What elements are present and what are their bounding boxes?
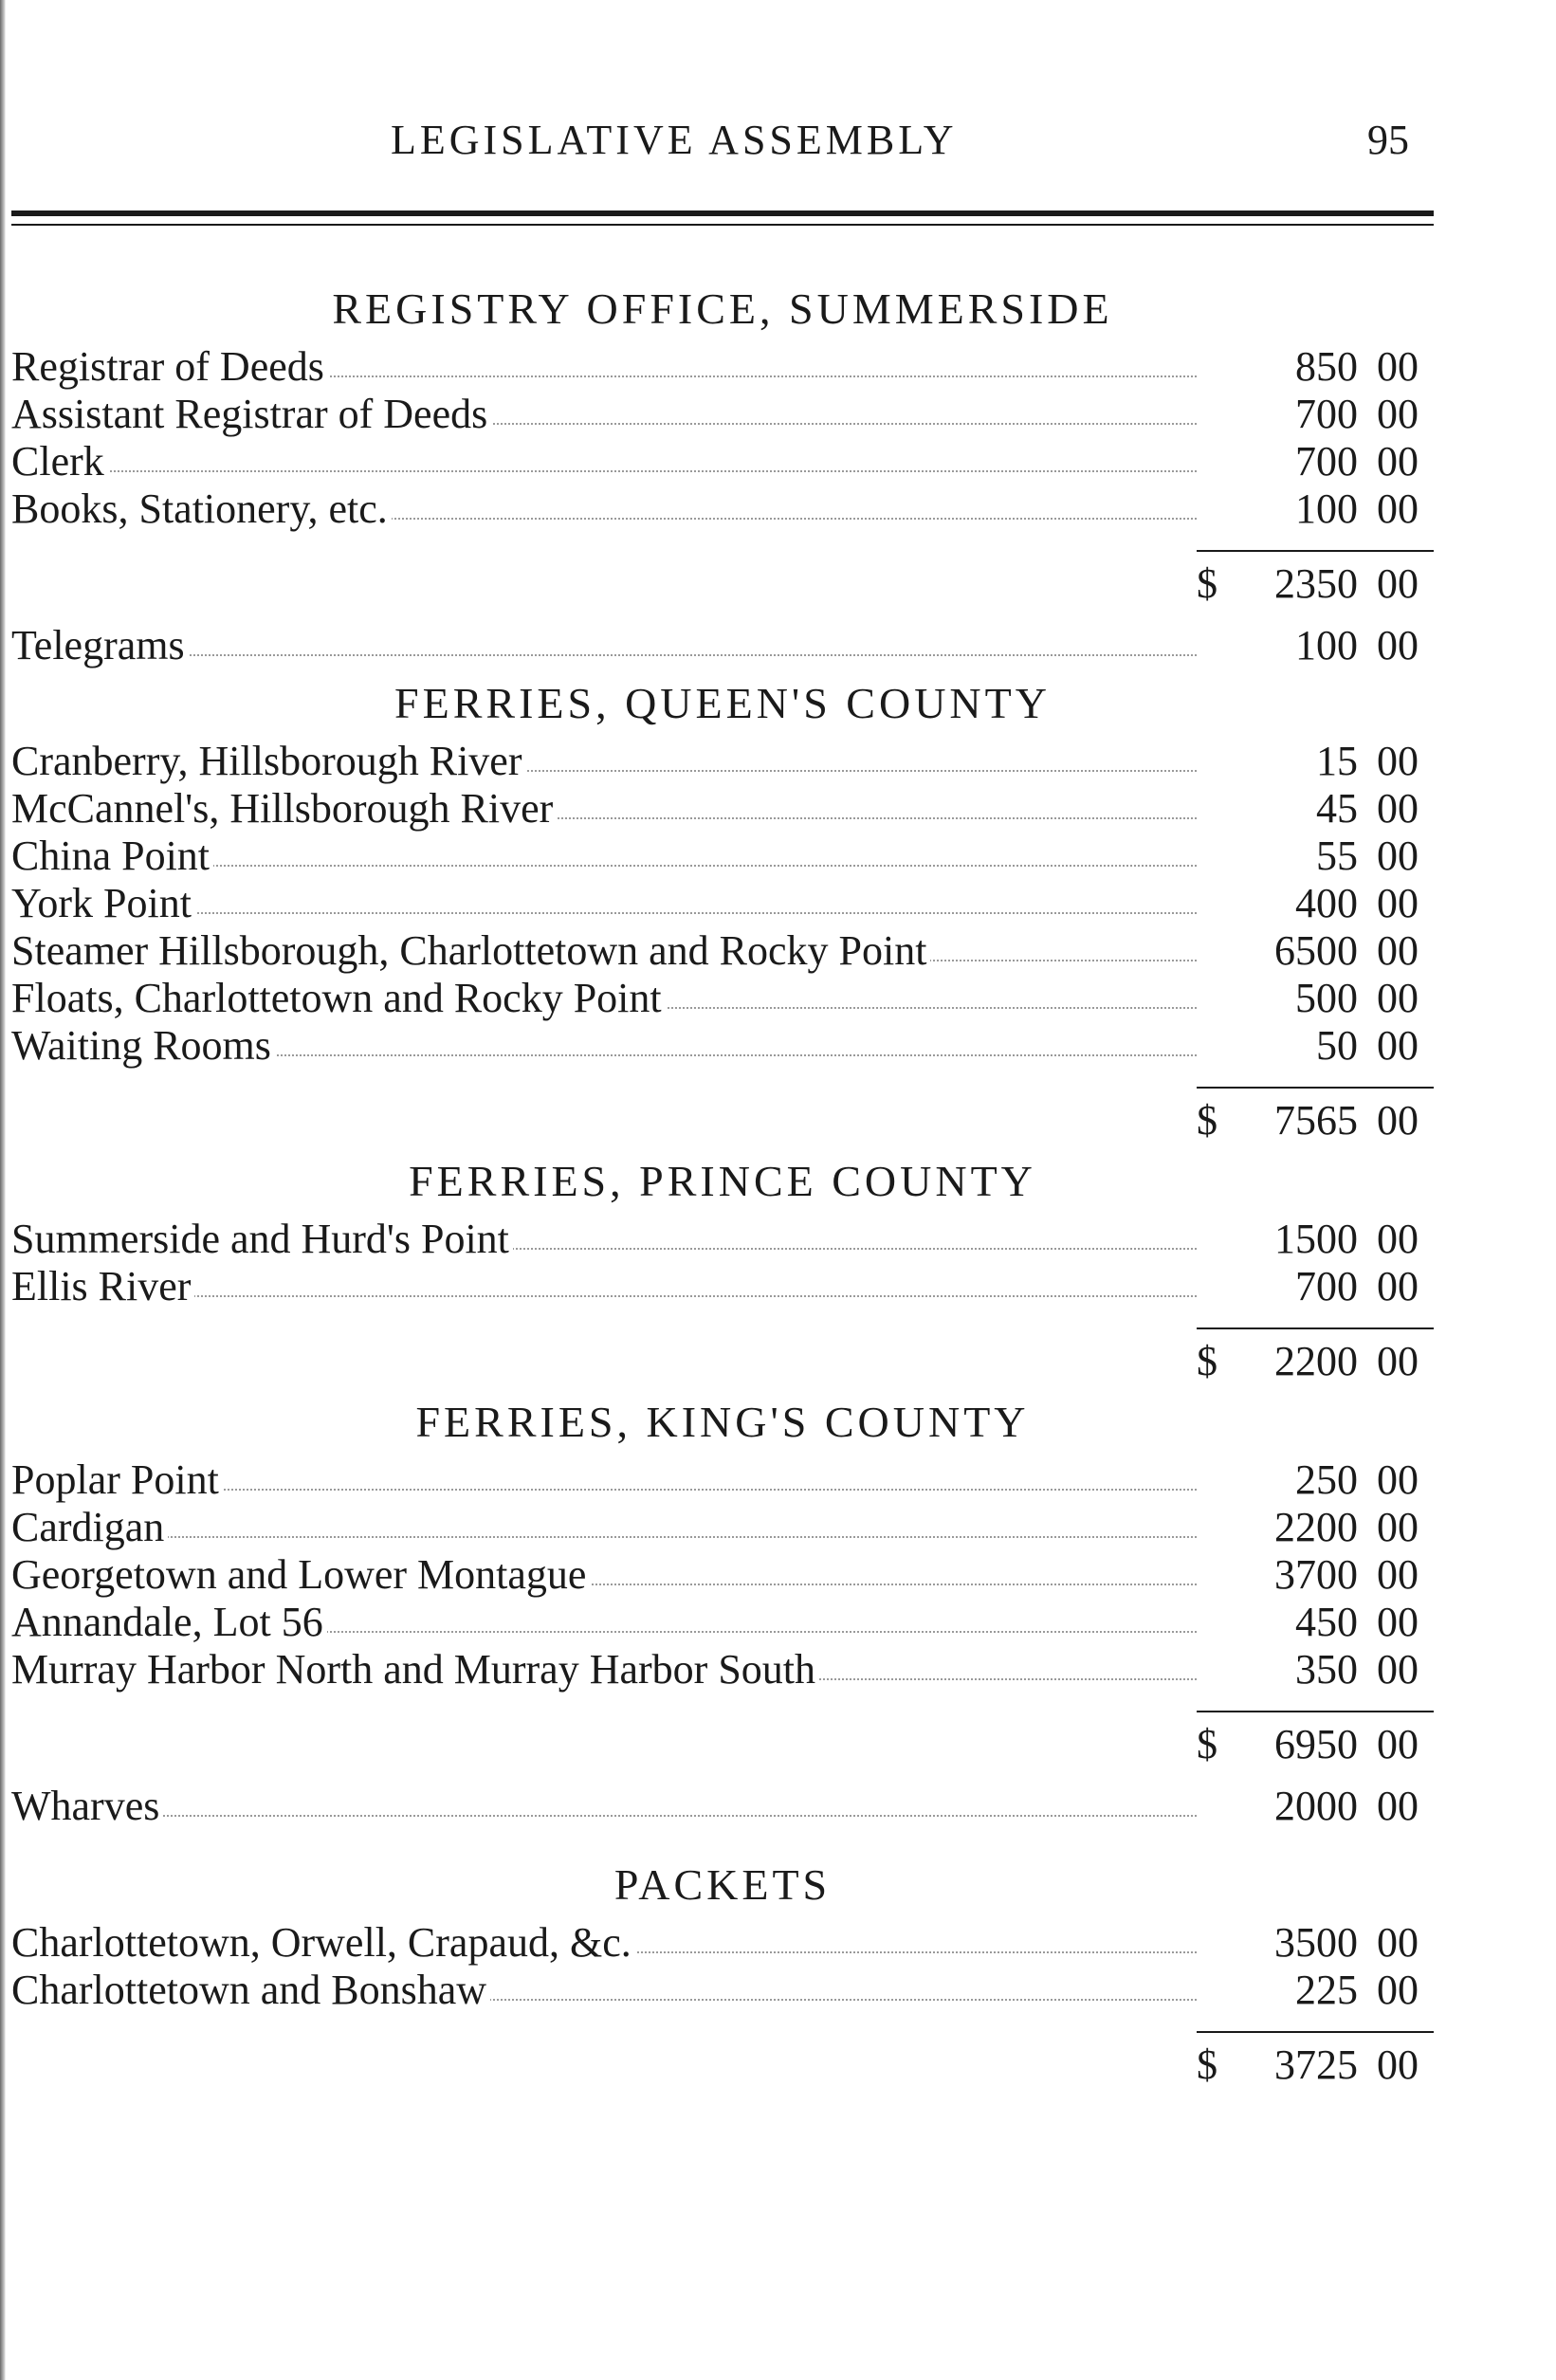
section-heading-packets: PACKETS [613, 1860, 832, 1909]
line-item-amount: 50 [1316, 1022, 1358, 1069]
subtotal-cents: 00 [1377, 1097, 1419, 1144]
currency-symbol: $ [1197, 1721, 1217, 1767]
line-item-label: Wharves [11, 1783, 163, 1830]
running-head [11, 116, 1434, 173]
section-registry [11, 343, 1434, 611]
line-item-amount: 400 [1295, 880, 1358, 926]
subtotal-rule-line [1197, 1327, 1434, 1329]
line-item [11, 833, 1434, 880]
subtotal-cents: 00 [1377, 1338, 1419, 1384]
line-item-amount: 350 [1295, 1646, 1358, 1693]
line-item-amount: 45 [1316, 785, 1358, 832]
subtotal-rule [11, 2014, 1434, 2039]
section-heading-ferries-kings: FERRIES, KING'S COUNTY [415, 1398, 1030, 1446]
line-item-label: Cardigan [11, 1504, 168, 1551]
line-item-amount: 3500 [1274, 1919, 1358, 1966]
line-item-label: Charlottetown and Bonshaw [11, 1967, 490, 2014]
line-item-label: Clerk [11, 438, 108, 485]
line-item-cents: 00 [1377, 622, 1419, 668]
running-title: LEGISLATIVE ASSEMBLY [391, 117, 958, 163]
line-item [11, 1022, 1434, 1070]
dot-leader [11, 470, 1197, 472]
line-item-amount: 450 [1295, 1599, 1358, 1645]
subtotal-rule-line [1197, 1087, 1434, 1089]
subtotal-rule [11, 1693, 1434, 1718]
subtotal-rule [11, 1070, 1434, 1094]
line-item [11, 927, 1434, 975]
line-item-cents: 00 [1377, 1022, 1419, 1069]
line-item-amount: 15 [1316, 738, 1358, 784]
line-item-amount: 850 [1295, 343, 1358, 390]
line-item-label: Annandale, Lot 56 [11, 1599, 327, 1646]
line-item-label: Telegrams [11, 622, 189, 669]
line-item-amount: 700 [1295, 391, 1358, 437]
subtotal-rule [11, 1310, 1434, 1335]
line-item [11, 391, 1434, 438]
line-item-amount: 250 [1295, 1456, 1358, 1503]
line-item-cents: 00 [1377, 1504, 1419, 1550]
line-item-label: Registrar of Deeds [11, 343, 328, 391]
line-item [11, 1551, 1434, 1599]
section-ferries-queens [11, 738, 1434, 1147]
line-item-cents: 00 [1377, 1919, 1419, 1966]
section-ferries-prince [11, 1216, 1434, 1388]
dot-leader [11, 1815, 1197, 1817]
line-item [11, 485, 1434, 533]
line-item [11, 1263, 1434, 1310]
line-item-amount: 500 [1295, 975, 1358, 1021]
line-item-cents: 00 [1377, 391, 1419, 437]
line-item-label: Assistant Registrar of Deeds [11, 391, 491, 438]
currency-symbol: $ [1197, 560, 1217, 607]
subtotal-row [11, 1335, 1434, 1388]
line-item [11, 975, 1434, 1022]
line-item-amount: 55 [1316, 833, 1358, 879]
subtotal-cents: 00 [1377, 560, 1419, 607]
line-item-amount: 6500 [1274, 927, 1358, 974]
page-number: 95 [1367, 117, 1409, 163]
line-item-amount: 2000 [1274, 1783, 1358, 1829]
line-item-amount: 225 [1295, 1967, 1358, 2013]
line-item-cents: 00 [1377, 343, 1419, 390]
section-heading-ferries-prince: FERRIES, PRINCE COUNTY [409, 1157, 1036, 1205]
line-item-label: Georgetown and Lower Montague [11, 1551, 590, 1599]
line-item-label: Poplar Point [11, 1456, 223, 1504]
line-item-cents: 00 [1377, 785, 1419, 832]
subtotal-row [11, 1094, 1434, 1147]
line-item-amount: 700 [1295, 1263, 1358, 1309]
line-item-cents: 00 [1377, 485, 1419, 532]
line-item-cents: 00 [1377, 738, 1419, 784]
line-item-label: Summerside and Hurd's Point [11, 1216, 513, 1263]
header-rule-thick [11, 211, 1434, 216]
line-item-cents: 00 [1377, 880, 1419, 926]
line-item-label: China Point [11, 833, 213, 880]
line-item-label: Books, Stationery, etc. [11, 485, 392, 533]
currency-symbol: $ [1197, 1338, 1217, 1384]
line-item-cents: 00 [1377, 1551, 1419, 1598]
section-packets [11, 1919, 1434, 2092]
line-item [11, 1646, 1434, 1693]
line-item-amount: 1500 [1274, 1216, 1358, 1262]
subtotal-rule-line [1197, 2031, 1434, 2033]
line-item-label: York Point [11, 880, 195, 927]
subtotal-row [11, 558, 1434, 611]
line-item [11, 1919, 1434, 1967]
line-item-cents: 00 [1377, 1456, 1419, 1503]
page-binding-edge [0, 0, 6, 2380]
currency-symbol: $ [1197, 1097, 1217, 1144]
line-item-amount: 700 [1295, 438, 1358, 485]
section-ferries-kings [11, 1456, 1434, 1771]
line-item-label: Ellis River [11, 1263, 194, 1310]
line-item-cents: 00 [1377, 833, 1419, 879]
subtotal-amount: 7565 [1274, 1097, 1358, 1144]
line-item-cents: 00 [1377, 927, 1419, 974]
subtotal-cents: 00 [1377, 1721, 1419, 1767]
line-item [11, 880, 1434, 927]
section-heading-ferries-queens: FERRIES, QUEEN'S COUNTY [394, 679, 1051, 727]
line-item-cents: 00 [1377, 1216, 1419, 1262]
line-item-amount: 100 [1295, 622, 1358, 668]
line-item-label: Steamer Hillsborough, Charlottetown and Rocky Point [11, 927, 930, 975]
subtotal-amount: 3725 [1274, 2041, 1358, 2088]
subtotal-rule [11, 533, 1434, 558]
line-item-label: Murray Harbor North and Murray Harbor South [11, 1646, 819, 1693]
dot-leader [11, 1536, 1197, 1538]
currency-symbol: $ [1197, 2041, 1217, 2088]
line-item-cents: 00 [1377, 975, 1419, 1021]
line-item-amount: 3700 [1274, 1551, 1358, 1598]
subtotal-amount: 2350 [1274, 560, 1358, 607]
line-item-label: Charlottetown, Orwell, Crapaud, &c. [11, 1919, 635, 1967]
subtotal-amount: 2200 [1274, 1338, 1358, 1384]
line-item [11, 1456, 1434, 1504]
line-item-cents: 00 [1377, 1967, 1419, 2013]
line-item [11, 1504, 1434, 1551]
line-item-cents: 00 [1377, 438, 1419, 485]
subtotal-rule-line [1197, 1711, 1434, 1712]
subtotal-cents: 00 [1377, 2041, 1419, 2088]
line-item [11, 785, 1434, 833]
subtotal-amount: 6950 [1274, 1721, 1358, 1767]
line-item-telegrams [11, 622, 1434, 669]
dot-leader [11, 654, 1197, 656]
line-item-amount: 2200 [1274, 1504, 1358, 1550]
section-heading-registry: REGISTRY OFFICE, SUMMERSIDE [332, 284, 1113, 333]
line-item-wharves [11, 1783, 1434, 1830]
line-item [11, 1216, 1434, 1263]
line-item-label: Cranberry, Hillsborough River [11, 738, 525, 785]
line-item-label: Waiting Rooms [11, 1022, 275, 1070]
line-item [11, 1967, 1434, 2014]
header-rule-thin [11, 224, 1434, 226]
document-page [11, 0, 1434, 2380]
appropriations-content [11, 275, 1434, 2092]
line-item-cents: 00 [1377, 1263, 1419, 1309]
line-item [11, 343, 1434, 391]
line-item [11, 738, 1434, 785]
line-item [11, 1599, 1434, 1646]
line-item-cents: 00 [1377, 1783, 1419, 1829]
subtotal-row [11, 1718, 1434, 1771]
line-item-cents: 00 [1377, 1646, 1419, 1693]
line-item-label: Floats, Charlottetown and Rocky Point [11, 975, 666, 1022]
subtotal-rule-line [1197, 550, 1434, 552]
line-item [11, 438, 1434, 485]
line-item-amount: 100 [1295, 485, 1358, 532]
line-item-label: McCannel's, Hillsborough River [11, 785, 557, 833]
subtotal-row [11, 2039, 1434, 2092]
line-item-cents: 00 [1377, 1599, 1419, 1645]
